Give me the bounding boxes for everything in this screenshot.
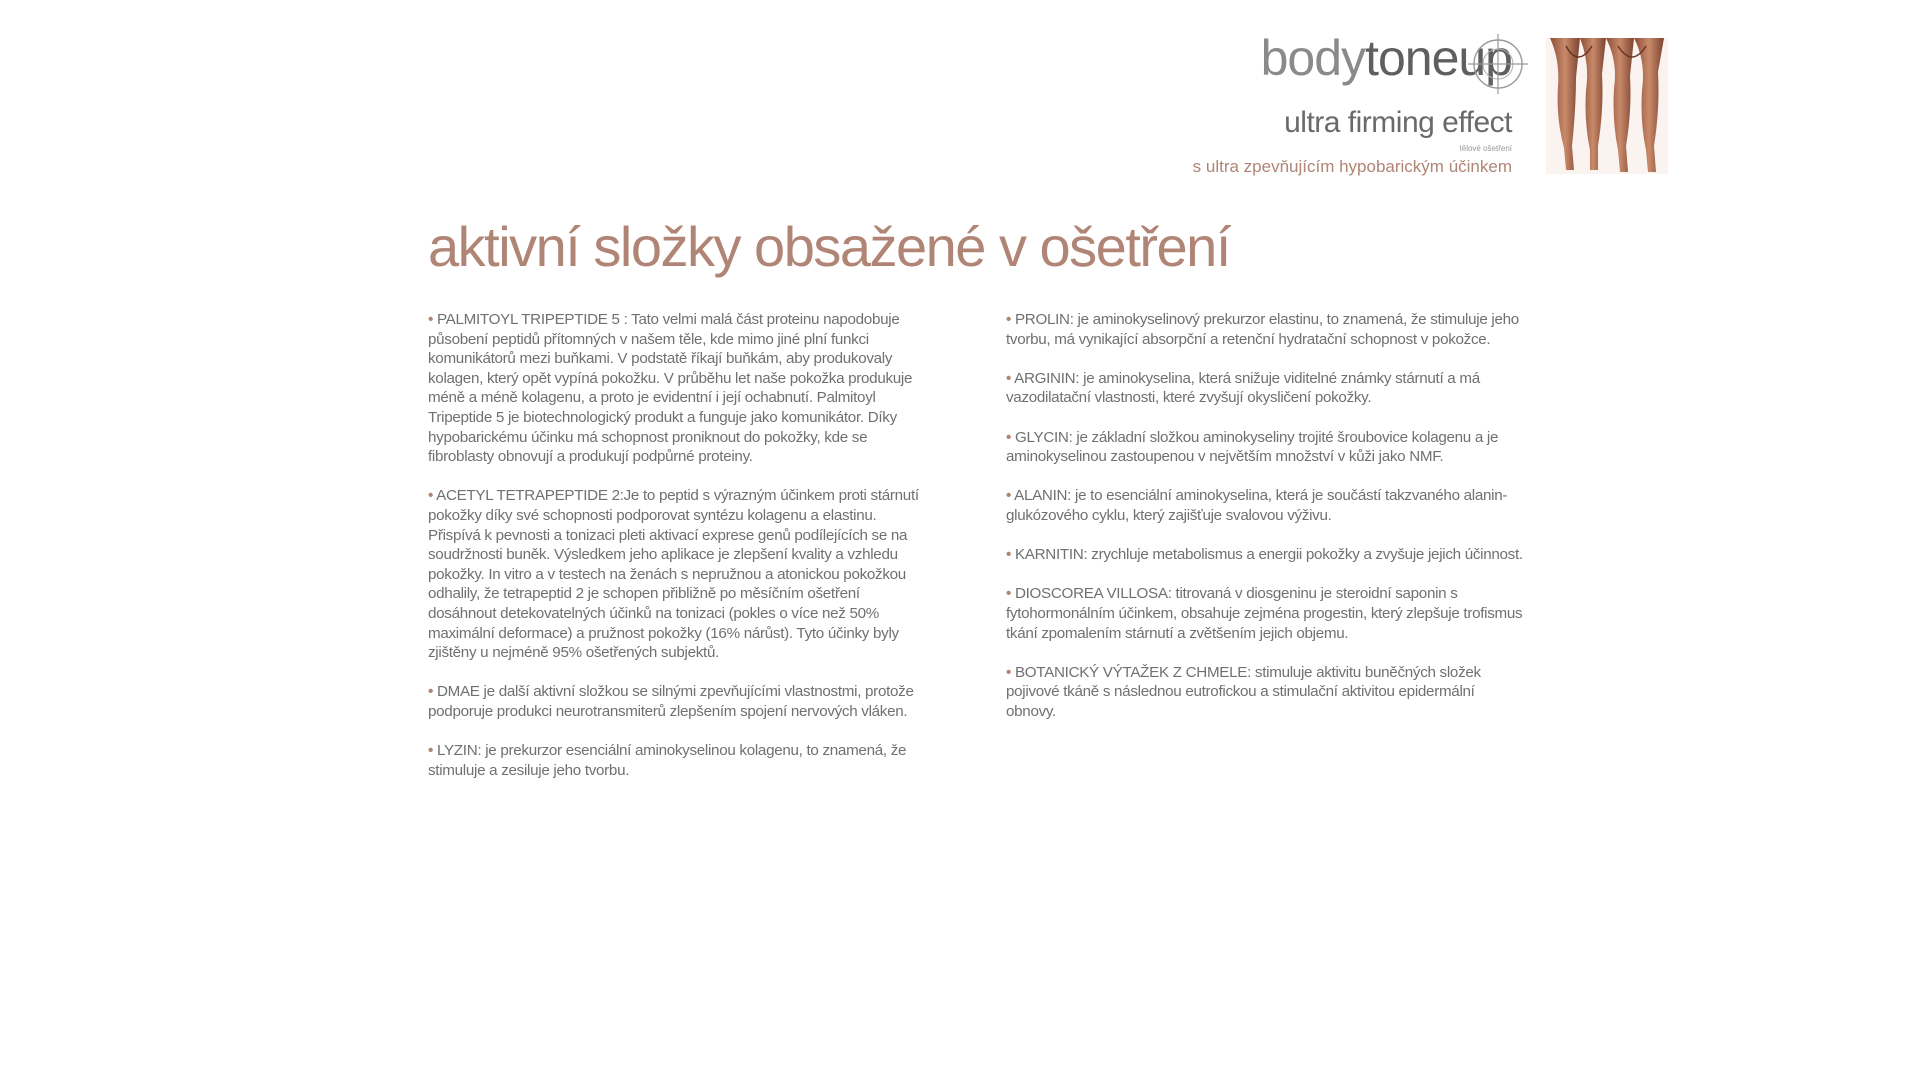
logo-part-body: body — [1260, 30, 1366, 86]
bullet: • — [428, 683, 434, 701]
list-item — [1006, 584, 1526, 643]
list-item — [428, 741, 928, 780]
list-item — [1006, 663, 1526, 722]
bullet: • — [1006, 585, 1012, 603]
logo-part-toneup: toneup — [1365, 30, 1512, 86]
page-title: aktivní složky obsažené v ošetření — [428, 215, 1230, 278]
brand-logo — [1261, 28, 1512, 88]
item-text: KARNITIN: zrychluje metabolismus a energii pokožky a zvyšuje jejich účinnost. — [1014, 546, 1523, 564]
crosshair-icon — [1466, 32, 1530, 96]
list-item — [428, 486, 928, 662]
tagline: ultra firming effect — [1284, 106, 1512, 139]
treatment-label: tělové ošetření — [1459, 144, 1512, 153]
bullet: • — [1006, 663, 1012, 681]
legs-photo-icon — [1546, 38, 1668, 174]
item-text: PROLIN: je aminokyselinový prekurzor elastinu, to znamená, že stimuluje jeho tvorbu, má vynikající absorpční a retenční hydratační schopnost v pokožce. — [1006, 311, 1519, 348]
bullet: • — [428, 742, 434, 760]
list-item — [1006, 369, 1526, 408]
bullet: • — [1006, 487, 1012, 505]
item-text: DMAE je další aktivní složkou se silnými zpevňujícími vlastnostmi, protože podporuje produkci neurotransmiterů zlepšením spojení nervových vláken. — [428, 683, 914, 720]
list-item — [1006, 486, 1526, 525]
left-column — [428, 310, 928, 800]
bullet: • — [1006, 369, 1012, 387]
item-text: LYZIN: je prekurzor esenciální aminokyselinou kolagenu, to znamená, že stimuluje a zesiluje jeho tvorbu. — [428, 742, 907, 779]
list-item — [1006, 428, 1526, 467]
bullet: • — [1006, 311, 1012, 328]
item-text: ALANIN: je to esenciální aminokyselina, která je součástí takzvaného alanin-glukózového cyklu, který zajišťuje svalovou výživu. — [1006, 487, 1508, 524]
item-text: PALMITOYL TRIPEPTIDE 5 : Tato velmi malá část proteinu napodobuje působení peptidů přítomných v našem těle, kde mimo jiné plní funkci komunikátorů mezi buňkami. V podstatě říkají buňkám, aby produkovaly kolagen, který opět vypíná pokožku. V průběhu let naše pokožka produkuje méně a méně kolagenu, a proto je evidentní i její ochabnutí. Palmitoyl Tripeptide 5 je biotechnologický produkt a funguje jako komunikátor. Díky hypobarickému účinku má schopnost proniknout do pokožky, kde se fibroblasty obnovují a produkují podpůrné proteiny. — [428, 311, 913, 466]
item-text: BOTANICKÝ VÝTAŽEK Z CHMELE: stimuluje aktivitu buněčných složek pojivové tkáně s následnou eutrofickou a stimulační aktivitou epidermální obnovy. — [1006, 663, 1481, 720]
item-text: GLYCIN: je základní složkou aminokyseliny trojité šroubovice kolagenu a je aminokyselinou zastoupenou v největším množství v kůži jako NMF. — [1006, 428, 1499, 466]
list-item — [1006, 310, 1526, 349]
bullet: • — [428, 311, 434, 328]
right-column — [1006, 310, 1526, 741]
legs-photo-graphic — [1546, 38, 1668, 174]
brand-block — [1092, 28, 1512, 178]
bullet: • — [428, 487, 434, 505]
bullet: • — [1006, 428, 1012, 446]
list-item — [428, 310, 928, 467]
list-item — [1006, 545, 1526, 565]
list-item — [428, 682, 928, 721]
item-text: ACETYL TETRAPEPTIDE 2:Je to peptid s výrazným účinkem proti stárnutí pokožky díky své schopnosti podporovat syntézu kolagenu a elastinu. Přispívá k pevnosti a tonizaci pleti aktivací exprese genů podílejících se na soudržnosti buněk. Výsledkem jeho aplikace je zlepšení kvality a vzhledu pokožky. In vitro a v testech na ženách s nepružnou a atonickou pokožkou odhalily, že tetrapeptid 2 je schopen přibližně po měsíčním ošetření dosáhnout detekovatelných účinků na tonizaci (pokles o více než 50% maximální deformace) a pružnost pokožky (16% nárůst). Tyto účinky byly zjištěny u nejméně 95% ošetřených subjektů. — [428, 487, 919, 662]
subtitle: s ultra zpevňujícím hypobarickým účinkem — [1192, 157, 1512, 176]
item-text: DIOSCOREA VILLOSA: titrovaná v diosgeninu je steroidní saponin s fytohormonálním účinkem, obsahuje zejména progestin, který zlepšuje trofismus tkání zpomalením stárnutí a zvětšením jejich objemu. — [1006, 585, 1523, 642]
bullet: • — [1006, 546, 1012, 564]
item-text: ARGININ: je aminokyselina, která snižuje viditelné známky stárnutí a má vazodilatační vlastnosti, které zvyšují okysličení pokožky. — [1006, 369, 1480, 407]
